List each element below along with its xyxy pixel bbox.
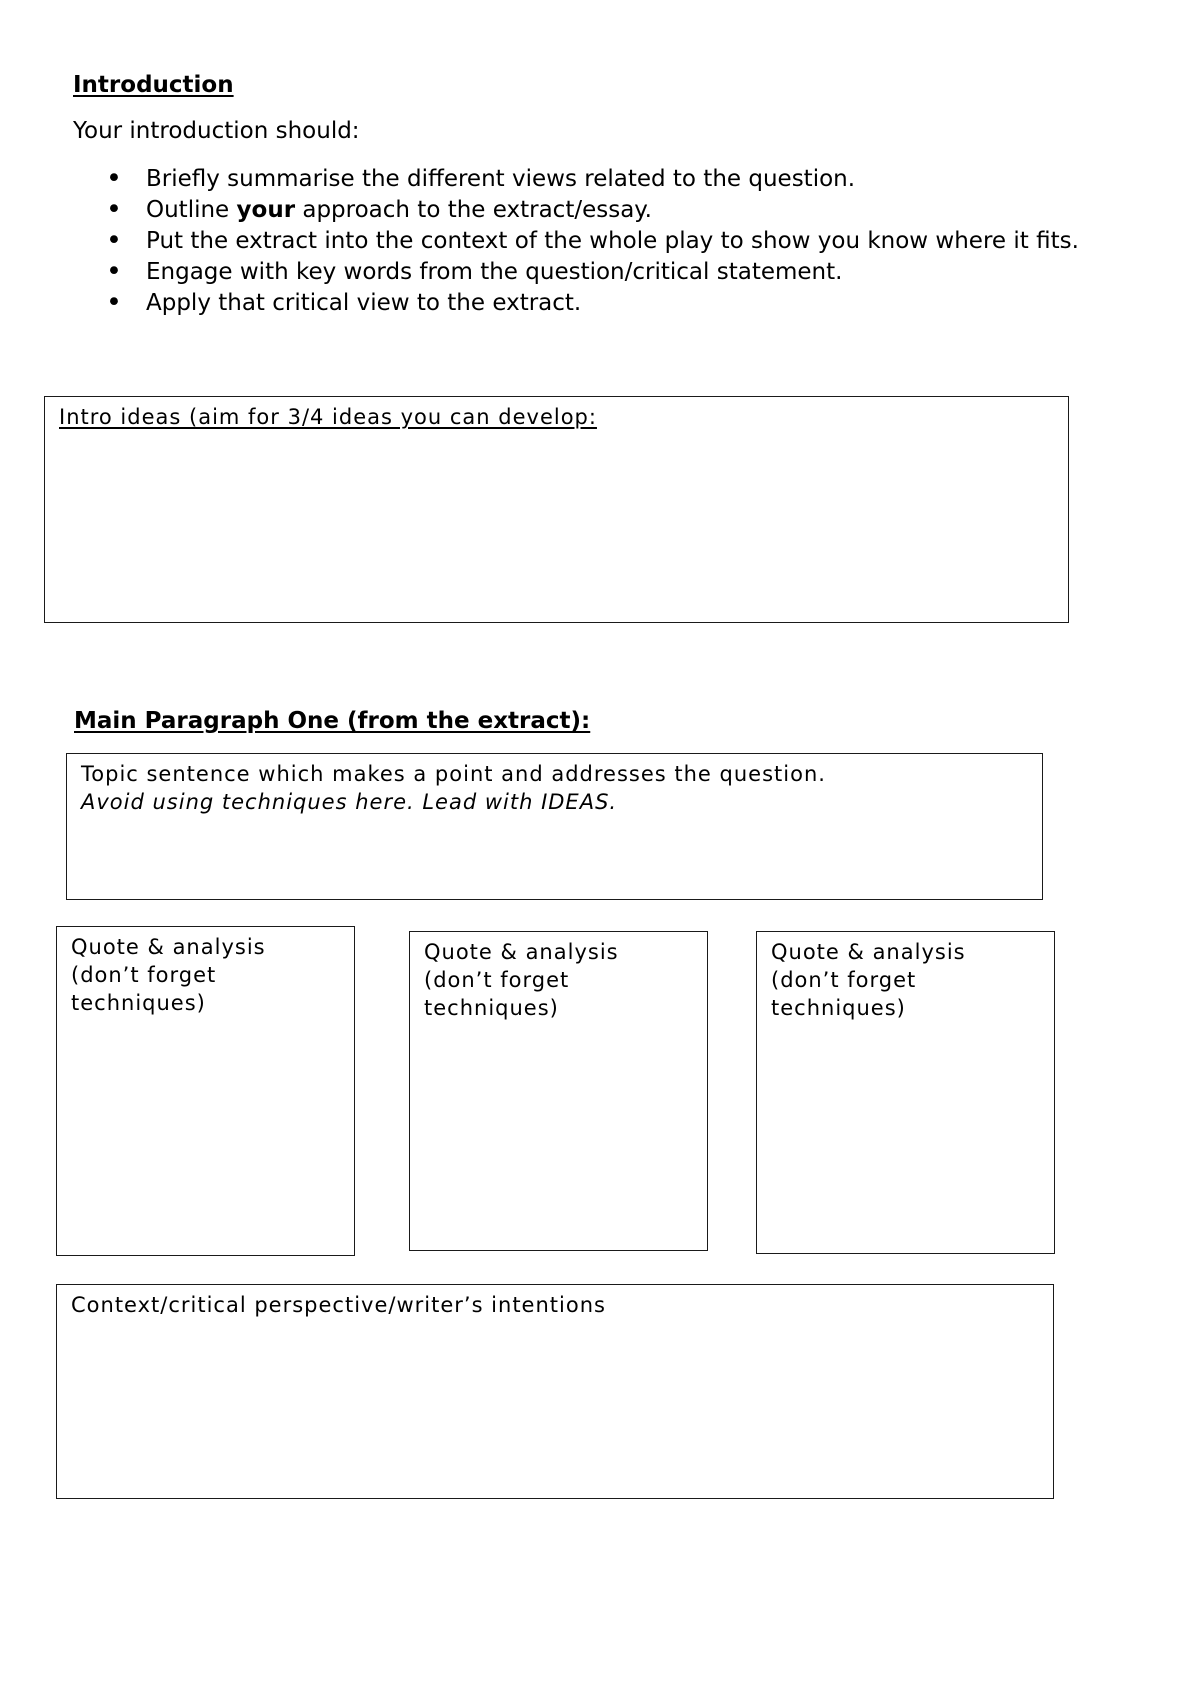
quote-analysis-box-3[interactable] [756,931,1055,1254]
main-paragraph-one-heading: Main Paragraph One (from the extract): [74,708,591,734]
introduction-heading: Introduction [73,72,234,98]
context-perspective-box[interactable] [56,1284,1054,1499]
introduction-lead: Your introduction should: [73,118,360,144]
quote-analysis-box-1[interactable] [56,926,355,1256]
quote-analysis-box-2[interactable] [409,931,708,1251]
bullet-item: • Apply that critical view to the extract. [104,288,1104,319]
quote-analysis-prompt: Quote & analysis (don’t forget techniques) [771,940,966,1020]
emphasis-your: your [236,197,296,223]
bullet-item: • Outline your approach to the extract/essay. [104,195,1104,226]
topic-sentence-prompt: Topic sentence which makes a point and addresses the question. Avoid using techniques here. Lead with IDEAS. [81,762,826,814]
bullet-item: • Engage with key words from the question/critical statement. [104,257,1104,288]
topic-sentence-box[interactable] [66,753,1043,900]
context-perspective-label: Context/critical perspective/writer’s intentions [71,1293,606,1317]
bullet-item: • Put the extract into the context of the whole play to show you know where it fits. [104,226,1104,257]
introduction-bullet-list [104,164,1104,319]
intro-ideas-box[interactable] [44,396,1069,623]
quote-analysis-prompt: Quote & analysis (don’t forget techniques) [71,935,266,1015]
intro-ideas-label: Intro ideas (aim for 3/4 ideas you can develop: [59,405,597,429]
bullet-item: • Briefly summarise the different views related to the question. [104,164,1104,195]
quote-analysis-prompt: Quote & analysis (don’t forget techniques) [424,940,619,1020]
